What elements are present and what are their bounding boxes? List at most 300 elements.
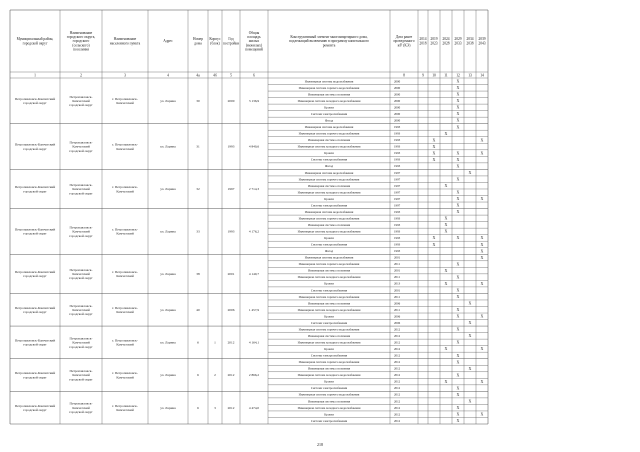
address-cell: ул. Ларина [160,307,176,312]
locality-cell: г. Петропавловск- [112,185,138,190]
schedule-mark: X [480,241,484,247]
previous-repair-date-cell: 1993 [394,164,401,169]
schedule-mark: X [432,235,436,241]
schedule-mark: X [444,228,448,234]
area-cell: 4 840,6 [248,144,260,149]
locality-cell: Камчатский [116,274,134,279]
previous-repair-date-cell: 1997 [394,190,401,195]
settlement-cell: Петропавловск- [69,401,93,406]
schedule-mark: X [432,241,436,247]
previous-repair-date-cell: 2011 [394,262,401,267]
settlement-cell: Петропавловск- [69,94,93,99]
address-cell: ул. Ларина [160,144,176,149]
previous-repair-date-cell: 1993 [394,125,401,130]
year-built-cell: 2012 [227,340,235,345]
structural-element-cell: Инженерная система холодного водоснабжения [297,98,361,103]
locality-cell: г. Петропавловск- [112,269,138,274]
municipality-cell: Петропавловск-Камчатский [14,403,56,408]
settlement-cell: Петропавловск- [69,225,93,230]
column-header-y2014: 2018 [419,41,427,46]
structural-element-cell: Кровля [324,281,334,286]
structural-element-cell: Инженерная система отопления [307,333,351,338]
column-header-municipality: городской округ [22,41,48,46]
schedule-mark: X [480,254,484,260]
previous-repair-date-cell: 2012 [394,392,401,397]
structural-element-cell: Инженерная система водоснабжения [304,255,354,260]
structural-element-cell: Инженерная система холодного водоснабжения [297,190,361,195]
locality-cell: Камчатский [116,189,134,194]
structural-element-cell: Инженерная система горячего водоснабжения [298,85,360,90]
structural-element-cell: Система электроснабжения [310,418,348,423]
column-number: 14 [480,73,484,78]
structural-element-cell: Инженерная система отопления [307,268,351,273]
schedule-mark: X [480,411,484,417]
schedule-mark: X [456,104,460,110]
house-number-cell: 33 [196,229,200,234]
structural-element-cell: Инженерная система горячего водоснабжения [298,327,360,332]
previous-repair-date-cell: 1993 [394,242,401,247]
structural-element-cell: Инженерная система горячего водоснабжения [298,177,360,182]
page-number: 218 [317,442,323,447]
schedule-mark: X [456,85,460,91]
municipality-cell: Петропавловск-Камчатский [14,96,56,101]
previous-repair-date-cell: 2013 [394,281,401,286]
column-header-date: проведенного [393,39,415,44]
schedule-mark: X [456,261,460,267]
column-number: 5 [230,73,232,78]
column-header-element: Конструктивный элемент многоквартирного дома, [290,34,368,39]
schedule-mark: X [456,339,460,345]
column-number: 12 [456,73,460,78]
house-number-cell: 30 [196,99,200,104]
previous-repair-date-cell: 2012 [394,327,401,332]
municipality-cell: городской округ [23,189,47,194]
house-number-cell: 38 [196,272,200,277]
structural-element-cell: Кровля [324,151,334,156]
locality-cell: г. Петропавловск- [112,371,138,376]
column-header-element: ремонта [322,43,336,48]
column-header-settlement: городского округа, [66,35,96,39]
column-header-y2014: 2014 [419,37,427,42]
building-cell: 1 [214,340,216,345]
municipality-cell: Петропавловск-Камчатский [14,305,56,310]
previous-repair-date-cell: 1993 [394,138,401,143]
column-number: 9 [422,73,424,78]
schedule-mark: X [480,378,484,384]
house-number-cell: 32 [196,187,200,192]
column-header-y2029: 2029 [454,37,462,42]
column-number: 4 [167,73,169,78]
area-cell: 4 164,1 [248,340,260,345]
column-number: 8 [403,73,405,78]
schedule-mark: X [444,130,448,136]
area-cell: 4 474,0 [248,405,260,410]
structural-element-cell: Кровля [324,347,334,352]
structural-element-cell: Инженерная система горячего водоснабжения [298,294,360,299]
column-header-date: к/Р (КЭ) [397,43,411,48]
column-header-y2029: 2033 [454,41,462,46]
previous-repair-date-cell: 2012 [394,418,401,423]
schedule-mark: X [456,326,460,332]
schedule-mark: X [456,78,460,84]
column-header-element: подлежащий включению в программу капитального [289,39,369,44]
schedule-mark: X [456,111,460,117]
column-header-house: Номер [193,37,203,42]
column-header-year: постройки [222,41,240,46]
schedule-mark: X [456,287,460,293]
structural-element-cell: Инженерная система горячего водоснабжения [298,392,360,397]
schedule-mark: X [432,137,436,143]
locality-cell: Камчатский [116,231,134,236]
structural-element-cell: Инженерная система отопления [307,138,351,143]
structural-element-cell: Система электроснабжения [310,353,348,358]
previous-repair-date-cell: 1993 [394,249,401,254]
schedule-mark: X [468,169,472,175]
structural-element-cell: Кровля [324,314,334,319]
house-number-cell: 6 [197,373,199,378]
structural-element-cell: Система электроснабжения [310,386,348,391]
previous-repair-date-cell: 1993 [394,144,401,149]
schedule-mark: X [444,267,448,273]
previous-repair-date-cell: 1993 [394,157,401,162]
schedule-mark: X [456,411,460,417]
schedule-mark: X [456,418,460,424]
column-header-settlement: Наименование [69,30,93,35]
settlement-cell: Камчатский [72,229,90,234]
schedule-mark: X [456,274,460,280]
column-header-area: жилых [248,39,260,44]
building-cell: 2 [214,373,216,378]
structural-element-cell: Система электроснабжения [310,112,348,117]
schedule-mark: X [456,202,460,208]
settlement-cell: городской округ [69,312,93,317]
structural-element-cell: Инженерная система водоснабжения [304,209,354,214]
settlement-cell: Петропавловск- [69,336,93,341]
schedule-mark: X [432,150,436,156]
previous-repair-date-cell: 2000 [394,118,401,123]
previous-repair-date-cell: 2001 [394,268,401,273]
schedule-mark: X [456,150,460,156]
municipality-cell: городской округ [23,231,47,236]
previous-repair-date-cell: 1993 [394,222,401,227]
column-header-y2024: 2024 [442,37,450,42]
settlement-cell: городской округ [69,103,93,108]
schedule-mark: X [432,156,436,162]
previous-repair-date-cell: 2006 [394,320,401,325]
structural-element-cell: Кровля [324,379,334,384]
municipality-cell: городской округ [23,375,47,380]
locality-cell: Камчатский [116,101,134,106]
previous-repair-date-cell: 2000 [394,85,401,90]
year-built-cell: 1993 [227,144,235,149]
column-header-building: (блок) [210,41,220,46]
schedule-mark: X [444,280,448,286]
column-number: 4а [196,73,200,78]
previous-repair-date-cell: 2012 [394,373,401,378]
structural-element-cell: Система электроснабжения [310,288,348,293]
schedule-mark: X [480,280,484,286]
year-built-cell: 1997 [227,187,235,192]
previous-repair-date-cell: 2012 [394,353,401,358]
previous-repair-date-cell: 2000 [394,92,401,97]
structural-element-cell: Инженерная система холодного водоснабжения [297,275,361,280]
municipality-cell: Петропавловск-Камчатский [14,142,56,147]
locality-cell: Камчатский [116,342,134,347]
schedule-mark: X [480,235,484,241]
column-header-area: Общая [248,30,260,35]
schedule-mark: X [480,313,484,319]
structural-element-cell: Инженерная система холодного водоснабжения [297,229,361,234]
previous-repair-date-cell: 2000 [394,79,401,84]
area-cell: 4 176,2 [248,229,260,234]
column-header-date: Дата ранее [395,35,413,39]
column-header-settlement: городского [72,39,90,44]
structural-element-cell: Система электроснабжения [310,157,348,162]
column-header-y2039: 2039 [478,37,486,42]
previous-repair-date-cell: 2011 [394,307,401,312]
column-header-house: дома [194,41,202,46]
schedule-mark: X [456,307,460,313]
schedule-mark: X [432,143,436,149]
schedule-mark: X [468,398,472,404]
locality-cell: г. Петропавловск- [112,227,138,232]
structural-element-cell: Инженерная система отопления [307,399,351,404]
structural-element-cell: Инженерная система холодного водоснабжения [297,144,361,149]
municipality-cell: городской округ [23,274,47,279]
column-header-y2034: 2038 [466,41,474,46]
schedule-mark: X [456,313,460,319]
previous-repair-date-cell: 2012 [394,340,401,345]
schedule-mark: X [456,391,460,397]
schedule-mark: X [456,385,460,391]
column-number: 6 [253,73,255,78]
schedule-mark: X [444,183,448,189]
previous-repair-date-cell: 2012 [394,366,401,371]
table-grid [10,10,488,424]
previous-repair-date-cell: 2012 [394,360,401,365]
previous-repair-date-cell: 2000 [394,105,401,110]
year-built-cell: 2006 [227,307,235,312]
schedule-mark: X [480,248,484,254]
previous-repair-date-cell: 1997 [394,177,401,182]
municipality-cell: Петропавловск-Камчатский [14,227,56,232]
column-header-area: площадь [247,35,261,39]
previous-repair-date-cell: 1993 [394,131,401,136]
locality-cell: г. Петропавловск- [112,142,138,147]
column-number: 11 [444,73,448,78]
schedule-mark: X [456,189,460,195]
schedule-mark: X [456,156,460,162]
schedule-mark: X [456,293,460,299]
settlement-cell: Петропавловск- [69,182,93,187]
previous-repair-date-cell: 1997 [394,170,401,175]
column-header-locality: населенного пункта [109,41,141,46]
structural-element-cell: Инженерная система водоснабжения [304,125,354,130]
schedule-mark: X [468,300,472,306]
structural-element-cell: Кровля [324,236,334,241]
column-header-municipality: Муниципальный район, [16,37,54,42]
structural-element-cell: Система электроснабжения [310,203,348,208]
settlement-cell: городской округ [69,344,93,349]
house-number-cell: 40 [196,307,200,312]
building-cell: 3 [214,405,216,410]
settlement-cell: Камчатский [72,272,90,277]
column-header-settlement: поселения [73,47,89,52]
previous-repair-date-cell: 1997 [394,183,401,188]
column-header-building: Корпус [209,37,221,42]
settlement-cell: Камчатский [72,99,90,104]
structural-element-cell: Система электроснабжения [310,242,348,247]
municipality-cell: городской округ [23,146,47,151]
previous-repair-date-cell: 2012 [394,347,401,352]
house-number-cell: 6 [197,340,199,345]
column-number: 13 [468,73,472,78]
settlement-cell: Петропавловск- [69,140,93,145]
locality-cell: Камчатский [116,407,134,412]
municipality-cell: городской округ [23,407,47,412]
address-cell: ул. Ларина [160,340,176,345]
structural-element-cell: Инженерная система горячего водоснабжения [298,216,360,221]
schedule-mark: X [456,372,460,378]
previous-repair-date-cell: 2012 [394,386,401,391]
schedule-mark: X [480,137,484,143]
area-cell: 2 714,3 [248,187,260,192]
year-built-cell: 2000 [227,99,235,104]
column-number: 1 [34,73,36,78]
previous-repair-date-cell: 2006 [394,314,401,319]
year-built-cell: 2012 [227,373,235,378]
column-header-y2019: 2023 [430,41,438,46]
schedule-mark: X [480,196,484,202]
municipality-cell: Петропавловск-Камчатский [14,269,56,274]
settlement-cell: Камчатский [72,340,90,345]
locality-cell: г. Петропавловск- [112,338,138,343]
structural-element-cell: Инженерная система горячего водоснабжения [298,131,360,136]
address-cell: ул. Ларина [160,272,176,277]
structural-element-cell: Фасад [324,118,334,123]
municipality-cell: Петропавловск-Камчатский [14,371,56,376]
schedule-mark: X [456,117,460,123]
structural-element-cell: Инженерная система холодного водоснабжения [297,340,361,345]
municipality-cell: городской округ [23,101,47,106]
structural-element-cell: Кровля [324,105,334,110]
structural-element-cell: Инженерная система холодного водоснабжения [297,307,361,312]
settlement-cell: городской округ [69,233,93,238]
schedule-mark: X [468,320,472,326]
column-header-y2034: 2034 [466,37,474,42]
schedule-mark: X [444,215,448,221]
column-number: 4б [213,73,217,78]
column-header-y2039: 2043 [478,41,486,46]
column-header-year: Год [228,37,234,42]
schedule-mark: X [480,346,484,352]
settlement-cell: городской округ [69,276,93,281]
schedule-mark: X [468,333,472,339]
schedule-mark: X [456,359,460,365]
address-cell: ул. Ларина [160,405,176,410]
column-number: 2 [80,73,82,78]
column-number: 10 [432,73,436,78]
settlement-cell: городской округ [69,191,93,196]
structural-element-cell: Инженерная система отопления [307,222,351,227]
address-cell: ул. Ларина [160,229,176,234]
structural-element-cell: Инженерная система водоснабжения [304,79,354,84]
structural-element-cell: Инженерная система холодного водоснабжения [297,373,361,378]
schedule-mark: X [456,163,460,169]
structural-element-cell: Фасад [324,164,334,169]
structural-element-cell: Инженерная система горячего водоснабжения [298,360,360,365]
schedule-mark: X [444,222,448,228]
previous-repair-date-cell: 1997 [394,196,401,201]
previous-repair-date-cell: 2006 [394,301,401,306]
previous-repair-date-cell: 2000 [394,98,401,103]
year-built-cell: 2001 [227,272,235,277]
area-cell: 1 457,9 [248,307,260,312]
municipality-cell: Петропавловск-Камчатский [14,185,56,190]
structural-element-cell: Инженерная система отопления [307,183,351,188]
schedule-mark: X [456,91,460,97]
locality-cell: г. Петропавловск- [112,403,138,408]
column-header-y2024: 2028 [442,41,450,46]
municipality-cell: городской округ [23,342,47,347]
schedule-mark: X [456,235,460,241]
house-number-cell: 6 [197,405,199,410]
structural-element-cell: Кровля [324,412,334,417]
locality-cell: г. Петропавловск- [112,305,138,310]
structural-element-cell: Инженерная система отопления [307,366,351,371]
structural-element-cell: Инженерная система водоснабжения [304,170,354,175]
table-content [15,31,486,423]
settlement-cell: Петропавловск- [69,303,93,308]
schedule-mark: X [456,124,460,130]
previous-repair-date-cell: 2011 [394,275,401,280]
structural-element-cell: Инженерная система горячего водоснабжения [298,262,360,267]
schedule-mark: X [456,176,460,182]
column-header-y2019: 2019 [430,37,438,42]
structural-element-cell: Фасад [324,249,334,254]
locality-cell: г. Петропавловск- [112,96,138,101]
schedule-mark: X [444,346,448,352]
schedule-mark: X [456,352,460,358]
previous-repair-date-cell: 2012 [394,405,401,410]
address-cell: ул. Ларина [160,99,176,104]
settlement-cell: городской округ [69,148,93,153]
previous-repair-date-cell: 2001 [394,288,401,293]
structural-element-cell: Кровля [324,196,334,201]
previous-repair-date-cell: 1993 [394,229,401,234]
area-cell: 4 140,7 [248,272,260,277]
settlement-cell: Камчатский [72,373,90,378]
schedule-mark: X [456,209,460,215]
schedule-mark: X [456,404,460,410]
year-built-cell: 2012 [227,405,235,410]
previous-repair-date-cell: 1997 [394,203,401,208]
previous-repair-date-cell: 2012 [394,412,401,417]
schedule-mark: X [468,365,472,371]
column-header-area: помещений [245,47,263,52]
address-cell: ул. Ларина [160,373,176,378]
house-number-cell: 31 [196,144,200,149]
schedule-mark: X [456,196,460,202]
municipality-cell: Петропавловск-Камчатский [14,338,56,343]
column-header-settlement: (сельского) [72,43,90,48]
structural-element-cell: Инженерная система отопления [307,92,351,97]
settlement-cell: Камчатский [72,187,90,192]
schedule-mark: X [444,378,448,384]
settlement-cell: Петропавловск- [69,267,93,272]
year-built-cell: 1993 [227,229,235,234]
column-header-address: Адрес [163,39,173,44]
